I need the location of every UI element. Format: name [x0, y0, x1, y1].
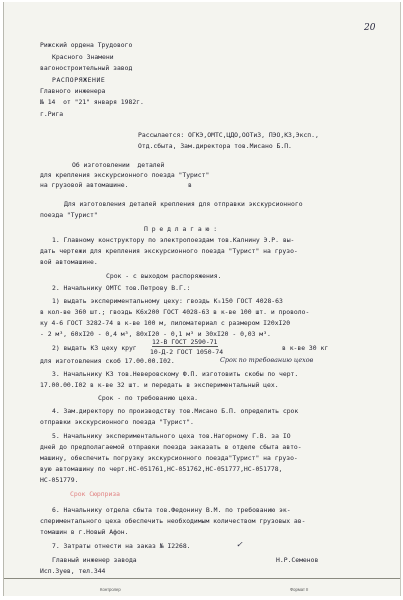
item1-line3: вой автомашине.	[40, 258, 98, 266]
proposal-heading: П р е д л а г а ю :	[144, 225, 218, 233]
item1-line2: дать чертежи для крепления экскурсионного поезда "Турист" на грузо-	[40, 247, 298, 255]
item1-line1: 1. Главному конструктору по электропоездам тов.Калнину Э.Р. вы-	[52, 236, 295, 244]
item6-line2: спериментального цеха обеспечить необходимым количеством грузовых ав-	[40, 517, 306, 525]
page-footer	[4, 578, 400, 596]
item2-fraction-bar	[152, 346, 218, 347]
item2-handwritten-note: Срок по требованию цехов	[220, 356, 314, 364]
intro-line1: Для изготовления деталей крепления для отправки экскурсионного	[64, 200, 303, 208]
item5-line2: дней до предполагаемой отправки поезда заказать в отделе сбыта авто-	[40, 443, 302, 451]
item3-term: Срок - по требованию цеха.	[98, 394, 199, 402]
item5-line5: НС-051779.	[40, 476, 79, 484]
signature-name: Н.Р.Семенов	[276, 556, 319, 564]
item7-line1: 7. Затраты отнести на заказ № I2268.	[52, 542, 191, 550]
item4-line2: отправки экскурсионного поезда "Турист".	[40, 418, 194, 426]
item5-line4: вую автомашину по черт.НС-051761,НС-051762,НС-051777,НС-051778,	[40, 465, 283, 473]
item5-faded-stamp: Срок Сюрприза	[70, 490, 121, 498]
footer-checked-label: Контролер	[100, 587, 121, 592]
org-name-line1: Рижский ордена Трудового	[40, 41, 133, 49]
distribution-line2: Отд.сбыта, Зам.директора тов.Мисано Б.П.	[138, 142, 292, 150]
order-number-check: ✓	[236, 540, 243, 549]
distribution-line1: Рассылается: ОГКЭ,ОМТС,ЦДО,ООТиЗ, ПЭО,КЗ,Эксп.,	[138, 131, 319, 139]
document-number-date: № 14 от "21" января 1982г.	[40, 98, 144, 106]
subject-line2: для крепления экскурсионного поезда "Турист"	[40, 171, 210, 179]
subject-line1: Об изготовлении деталей	[72, 161, 165, 169]
item2-line4: ку 4-6 ГОСТ 3282-74 в к-ве 100 м, пиломатериал с размером I20хI20	[40, 319, 291, 327]
issuer: Главного инженера	[40, 87, 106, 95]
corner-mark: 20	[364, 23, 376, 33]
item3-line1: 3. Начальнику КЗ тов.Неверовскому Ф.П. изготовить скобы по черт.	[52, 370, 299, 378]
item2-line7: для изготовления скоб 17.00.00.I02.	[40, 357, 175, 365]
org-name-line3: вагоностроительный завод	[40, 64, 133, 72]
item2-line1: 2. Начальнику ОМТС тов.Петрову В.Г.:	[52, 284, 191, 292]
intro-line2: поезда "Турист"	[40, 211, 98, 219]
item2-line3: в кол-ве 360 шт.; гвоздь К6х200 ГОСТ 4028-63 в к-ве 100 шт. и проволо-	[40, 308, 310, 316]
item2-fraction-top: 12-В ГОСТ 2590-71	[152, 338, 218, 346]
item6-line1: 6. Начальнику отдела сбыта тов.Федонину В.М. по требованию эк-	[52, 506, 291, 514]
executor: Исп.Зуев, тел.344	[40, 567, 106, 575]
document-type: РАСПОРЯЖЕНИЕ	[52, 76, 106, 84]
footer-format-label: Формат II	[290, 587, 309, 592]
item2-line2: 1) выдать экспериментальному цеху: гвоздь К₅150 ГОСТ 4028-63	[52, 297, 283, 305]
item2-line6-tail: в к-ве 30 кг	[282, 344, 329, 352]
item3-line2: 17.00.00.I02 в к-ве 32 шт. и передать в экспериментальный цех.	[40, 381, 279, 389]
document-city: г.Рига	[40, 110, 64, 118]
org-name-line2: Красного Знамени	[52, 53, 114, 61]
item2-fraction-bottom: 10-Д-2 ГОСТ 1050-74	[150, 348, 224, 356]
subject-line3: на грузовой автомашине.	[40, 181, 129, 189]
item5-line1: 5. Начальнику экспериментального цеха тов.Нагорному Г.В. за IO	[52, 432, 291, 440]
item5-line3: машину, обеспечить погрузку экскурсионного поезда"Турист" на грузо-	[40, 454, 298, 462]
item1-term: Срок - с выходом распоряжения.	[106, 272, 222, 280]
signature-title: Главный инженер завода	[52, 556, 137, 564]
item6-line3: томашин в г.Новый Афон.	[40, 528, 129, 536]
subject-mark: в	[188, 181, 192, 189]
document-sheet	[3, 2, 401, 596]
item2-line5: - 2 м³, 60хI20 - 0,4 м³, 80хI20 - 0,1 м³ и 30хI20 - 0,03 м³.	[40, 330, 271, 338]
item4-line1: 4. Зам.директору по производству тов.Мисано Б.П. определить срок	[52, 407, 299, 415]
item2-line6: 2) выдать КЗ цеху круг	[52, 344, 137, 352]
